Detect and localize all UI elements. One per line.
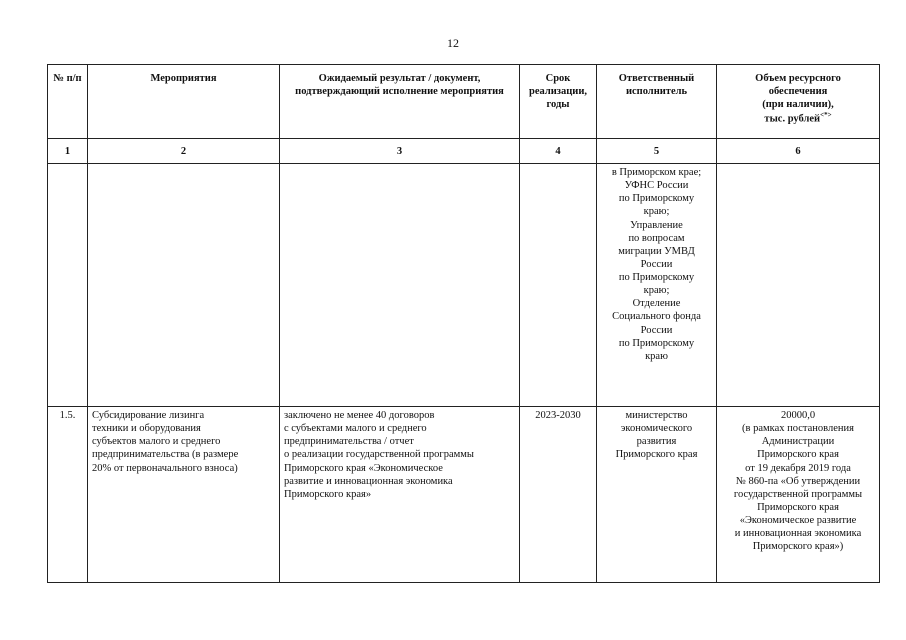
text-line: (в рамках постановления — [742, 423, 854, 435]
text-line: по Приморскому — [618, 272, 695, 283]
text-line: России — [640, 324, 673, 336]
text-line: по Приморскому — [618, 193, 695, 205]
text-line: субъектов малого и среднего — [92, 436, 221, 448]
cell-measure — [88, 164, 280, 407]
text-line: 20% от первоначального взноса) — [92, 462, 238, 474]
cell-resources — [717, 164, 880, 407]
cell-resources — [717, 407, 880, 583]
text-line: УФНС России — [624, 180, 689, 192]
header-period: Срок реализации, годы — [520, 65, 597, 139]
text-line: Администрации — [761, 436, 835, 448]
header-line: (при наличии), — [762, 99, 834, 111]
text-line: предпринимательства (в размере — [92, 449, 239, 461]
text-line: по Приморскому — [618, 337, 695, 349]
column-number: 6 — [717, 139, 880, 164]
column-number: 1 — [48, 139, 88, 164]
table-row-1-5 — [48, 407, 880, 583]
text-line: Приморского края — [615, 449, 698, 461]
header-line: Объем ресурсного — [755, 73, 841, 84]
text-line: миграции УМВД — [618, 245, 695, 257]
column-number: 4 — [520, 139, 597, 164]
cell-result — [280, 164, 520, 407]
text-line: «Экономическое развитие — [739, 515, 857, 526]
text-line: от 19 декабря 2019 года — [745, 462, 851, 474]
text-line: о реализации государственной программы — [284, 449, 474, 461]
text-line: развитие и инновационная экономика — [284, 475, 453, 487]
text-line: Приморского края «Экономическое — [284, 462, 443, 474]
column-number: 3 — [280, 139, 520, 164]
measures-table — [47, 64, 880, 583]
text-line: России — [640, 258, 673, 270]
text-line: Отделение — [632, 298, 681, 310]
text-line: в Приморском крае; — [611, 167, 702, 178]
header-row — [48, 65, 880, 139]
header-line: тыс. рублей<*> — [764, 111, 832, 125]
cell-period: 2023-2030 — [520, 407, 597, 583]
cell-number — [48, 164, 88, 407]
text-line: Социального фонда — [612, 311, 701, 323]
text-line: Приморского края — [757, 501, 839, 513]
text-line: и инновационная экономика — [734, 528, 862, 540]
text-line: Приморского края») — [752, 541, 844, 553]
cell-measure — [88, 407, 280, 583]
text-line: развития — [636, 436, 677, 448]
table-row-continuation — [48, 164, 880, 407]
text-line: государственной программы — [733, 488, 863, 500]
column-number-row — [48, 139, 880, 164]
footnote-marker: <*> — [820, 111, 832, 120]
cell-executor — [597, 164, 717, 407]
text-line: Приморского края — [757, 449, 839, 461]
header-resources — [717, 65, 880, 139]
text-line: № 860-па «Об утверждении — [735, 475, 861, 487]
text-line: предпринимательства / отчет — [284, 436, 414, 448]
text-line: краю; — [643, 285, 670, 297]
text-line: краю — [645, 350, 668, 362]
text-line: техники и оборудования — [92, 423, 201, 435]
text-line: по вопросам — [628, 232, 685, 244]
header-number: № п/п — [48, 65, 88, 139]
header-executor: Ответственный исполнитель — [597, 65, 717, 139]
cell-period — [520, 164, 597, 407]
page-number: 12 — [447, 36, 459, 50]
text-line: Приморского края» — [284, 488, 372, 500]
text-line: с субъектами малого и среднего — [284, 423, 427, 435]
column-number: 2 — [88, 139, 280, 164]
text-line: 20000,0 — [780, 410, 816, 421]
column-number: 5 — [597, 139, 717, 164]
header-expected-result: Ожидаемый результат / документ, подтверждающий исполнение мероприятия — [280, 65, 520, 139]
header-measures: Мероприятия — [88, 65, 280, 139]
cell-result — [280, 407, 520, 583]
cell-number: 1.5. — [48, 407, 88, 583]
text-line: министерство — [625, 410, 688, 421]
text-line: краю; — [643, 206, 670, 218]
text-line: заключено не менее 40 договоров — [284, 410, 435, 421]
header-line: обеспечения — [768, 86, 828, 98]
text-line: Субсидирование лизинга — [92, 410, 205, 421]
cell-executor — [597, 407, 717, 583]
text-line: экономического — [620, 423, 693, 435]
text-line: Управление — [630, 219, 683, 231]
